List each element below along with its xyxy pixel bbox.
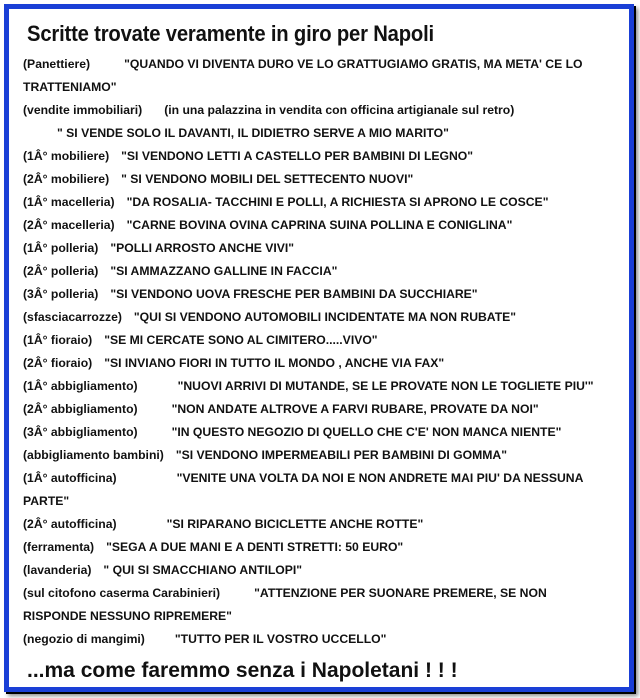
entry-row	[23, 306, 623, 329]
sign-quote: "NUOVI ARRIVI DI MUTANDE, SE LE PROVATE NON LE TOGLIETE PIU'"	[177, 379, 594, 393]
sign-quote: " QUI SI SMACCHIANO ANTILOPI"	[103, 563, 303, 577]
entry-row	[23, 628, 623, 651]
entry-row	[23, 467, 623, 490]
entry-row	[23, 237, 623, 260]
shop-label: (ferramenta)	[23, 540, 95, 554]
sign-quote: "POLLI ARROSTO ANCHE VIVI"	[110, 241, 295, 255]
entry-row	[23, 582, 623, 605]
sign-quote: "IN QUESTO NEGOZIO DI QUELLO CHE C'E' NON MANCA NIENTE"	[171, 425, 562, 439]
entry-row	[23, 559, 623, 582]
sign-quote: "TUTTO PER IL VOSTRO UCCELLO"	[174, 632, 387, 646]
sign-quote: "SI RIPARANO BICICLETTE ANCHE ROTTE"	[166, 517, 424, 531]
sign-quote: "SI VENDONO IMPERMEABILI PER BAMBINI DI GOMMA"	[175, 448, 507, 462]
sign-quote-continuation: PARTE"	[23, 494, 70, 508]
entry-row	[23, 145, 623, 168]
shop-label: (1Â° fioraio)	[23, 333, 93, 347]
entries-list	[23, 53, 623, 651]
entry-row	[23, 513, 623, 536]
shop-label: (3Â° polleria)	[23, 287, 99, 301]
shop-label: (3Â° abbigliamento)	[23, 425, 138, 439]
footer-text: ...ma come faremmo senza i Napoletani ! ! !	[27, 659, 458, 682]
sign-quote: " SI VENDONO MOBILI DEL SETTECENTO NUOVI"	[121, 172, 414, 186]
sign-quote: "SI INVIANO FIORI IN TUTTO IL MONDO , ANCHE VIA FAX"	[104, 356, 445, 370]
shop-label: (2Â° macelleria)	[23, 218, 115, 232]
sign-quote-continuation: RISPONDE NESSUNO RIPREMERE"	[23, 609, 232, 623]
shop-label: (2Â° mobiliere)	[23, 172, 110, 186]
shop-label: (1Â° mobiliere)	[23, 149, 110, 163]
shop-label: (2Â° fioraio)	[23, 356, 93, 370]
entry-row	[23, 444, 623, 467]
sign-quote: "ATTENZIONE PER SUONARE PREMERE, SE NON	[254, 586, 547, 600]
shop-label: (2Â° autofficina)	[23, 517, 117, 531]
sign-quote-continuation: TRATTENIAMO"	[23, 80, 117, 94]
shop-label: (vendite immobiliari)	[23, 103, 143, 117]
shop-label: (negozio di mangimi)	[23, 632, 145, 646]
entry-row	[23, 536, 623, 559]
shop-label: (1Â° autofficina)	[23, 471, 117, 485]
entry-row	[23, 375, 623, 398]
shop-label: (sfasciacarrozze)	[23, 310, 122, 324]
entry-row	[23, 329, 623, 352]
blue-frame	[4, 4, 634, 692]
sign-quote: "SI VENDONO UOVA FRESCHE PER BAMBINI DA SUCCHIARE"	[110, 287, 478, 301]
sign-quote: "SI AMMAZZANO GALLINE IN FACCIA"	[110, 264, 338, 278]
shop-label: (lavanderia)	[23, 563, 92, 577]
sign-quote: "CARNE BOVINA OVINA CAPRINA SUINA POLLINA E CONIGLINA"	[126, 218, 513, 232]
shop-label: (Panettiere)	[23, 57, 91, 71]
sign-quote: "SEGA A DUE MANI E A DENTI STRETTI: 50 EURO"	[106, 540, 404, 554]
entry-row	[23, 53, 623, 76]
entry-row	[23, 214, 623, 237]
sign-quote: "SI VENDONO LETTI A CASTELLO PER BAMBINI DI LEGNO"	[121, 149, 474, 163]
entry-row	[23, 283, 623, 306]
sign-quote: "VENITE UNA VOLTA DA NOI E NON ANDRETE MAI PIU' DA NESSUNA	[176, 471, 584, 485]
shop-label: (sul citofono caserma Carabinieri)	[23, 586, 221, 600]
entry-row	[23, 352, 623, 375]
sign-quote-continuation: " SI VENDE SOLO IL DAVANTI, IL DIDIETRO SERVE A MIO MARITO"	[57, 126, 449, 140]
document-body	[23, 21, 623, 685]
sign-quote: "QUI SI VENDONO AUTOMOBILI INCIDENTATE MA NON RUBATE"	[133, 310, 517, 324]
document-title: Scritte trovate veramente in giro per Napoli	[27, 21, 434, 46]
sign-quote: "DA ROSALIA- TACCHINI E POLLI, A RICHIESTA SI APRONO LE COSCE"	[126, 195, 549, 209]
entry-row	[23, 191, 623, 214]
shop-label: (1Â° polleria)	[23, 241, 99, 255]
sign-quote: (in una palazzina in vendita con officina artigianale sul retro)	[164, 103, 515, 117]
entry-row	[23, 99, 623, 122]
shop-label: (1Â° macelleria)	[23, 195, 115, 209]
shop-label: (abbigliamento bambini)	[23, 448, 164, 462]
shop-label: (2Â° abbigliamento)	[23, 402, 138, 416]
entry-row	[23, 260, 623, 283]
sign-quote: "QUANDO VI DIVENTA DURO VE LO GRATTUGIAMO GRATIS, MA META' CE LO	[124, 57, 583, 71]
shop-label: (1Â° abbigliamento)	[23, 379, 138, 393]
sign-quote: "NON ANDATE ALTROVE A FARVI RUBARE, PROVATE DA NOI"	[171, 402, 539, 416]
entry-row	[23, 421, 623, 444]
entry-row	[23, 398, 623, 421]
sign-quote: "SE MI CERCATE SONO AL CIMITERO.....VIVO"	[104, 333, 378, 347]
shop-label: (2Â° polleria)	[23, 264, 99, 278]
entry-row	[23, 168, 623, 191]
